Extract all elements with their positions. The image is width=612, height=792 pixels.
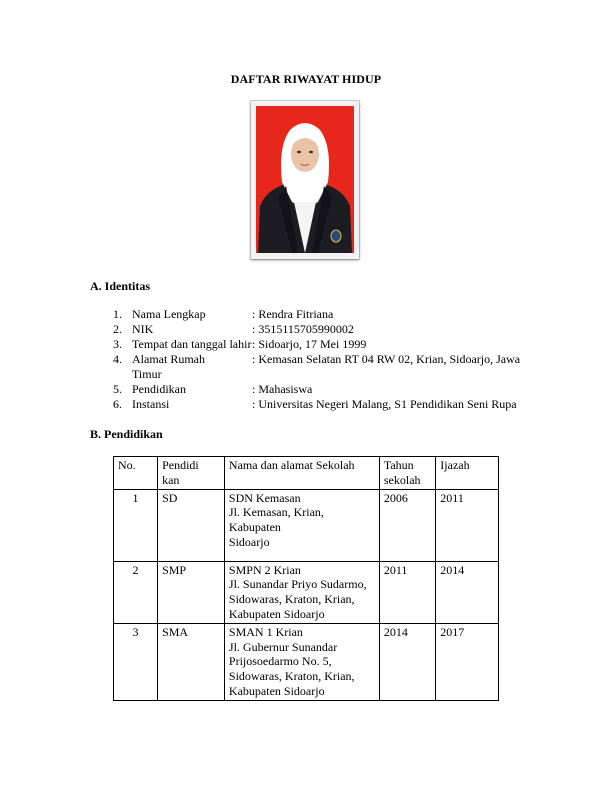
identitas-row — [102, 337, 542, 352]
cell-tahun: 2014 — [379, 623, 435, 700]
cell-ijazah: 2014 — [436, 561, 499, 623]
cell-ijazah: 2017 — [436, 623, 499, 700]
identitas-row — [102, 307, 542, 322]
item-number: 2. — [113, 322, 122, 336]
cell-ijazah: 2011 — [436, 489, 499, 561]
identitas-list — [102, 307, 542, 412]
item-value: : Sidoarjo, 17 Mei 1999 — [252, 337, 367, 351]
item-number: 6. — [113, 397, 122, 411]
header-ijazah: Ijazah — [436, 457, 499, 490]
item-value: : Universitas Negeri Malang, S1 Pendidikan Seni Rupa — [252, 397, 517, 411]
cell-nama-alamat: SDN Kemasan Jl. Kemasan, Krian, Kabupaten Sidoarjo — [224, 489, 379, 561]
table-row — [114, 623, 499, 700]
identitas-row-continuation — [102, 367, 542, 382]
document-title: DAFTAR RIWAYAT HIDUP — [230, 72, 382, 86]
item-value-continuation: Timur — [132, 367, 162, 381]
table-row — [114, 561, 499, 623]
item-number: 1. — [113, 307, 122, 321]
cell-no: 1 — [114, 489, 158, 561]
cell-nama-alamat: SMAN 1 Krian Jl. Gubernur Sunandar Prijosoedarmo No. 5, Sidowaras, Kraton, Krian, Kabupaten Sidoarjo — [224, 623, 379, 700]
header-nama-sekolah: Nama dan alamat Sekolah — [224, 457, 379, 490]
cell-tahun: 2006 — [379, 489, 435, 561]
identitas-row — [102, 397, 542, 412]
section-pendidikan-heading: B. Pendidikan — [90, 427, 163, 441]
item-value: : Rendra Fitriana — [252, 307, 334, 321]
cell-no: 2 — [114, 561, 158, 623]
profile-photo-frame — [251, 101, 359, 259]
profile-photo — [256, 106, 354, 253]
header-jenjang: Pendidi kan — [158, 457, 225, 490]
cell-jenjang: SD — [158, 489, 225, 561]
table-header-row — [114, 457, 499, 490]
item-label: Instansi — [132, 397, 170, 411]
cell-nama-alamat: SMPN 2 Krian Jl. Sunandar Priyo Sudarmo, Sidowaras, Kraton, Krian, Kabupaten Sidoarjo — [224, 561, 379, 623]
item-number: 4. — [113, 352, 122, 366]
item-value: : Mahasiswa — [252, 382, 313, 396]
header-tahun-sekolah: Tahun sekolah — [379, 457, 435, 490]
item-value: : Kemasan Selatan RT 04 RW 02, Krian, Sidoarjo, Jawa — [252, 352, 521, 366]
item-value: : 3515115705990002 — [252, 322, 354, 336]
table-row — [114, 489, 499, 561]
identitas-row — [102, 352, 542, 367]
cell-jenjang: SMA — [158, 623, 225, 700]
item-label: Tempat dan tanggal lahir — [132, 337, 252, 351]
item-label: Alamat Rumah — [132, 352, 205, 366]
item-label: NIK — [132, 322, 154, 336]
cell-tahun: 2011 — [379, 561, 435, 623]
section-identitas-heading: A. Identitas — [90, 279, 151, 293]
item-number: 5. — [113, 382, 122, 396]
identitas-row — [102, 322, 542, 337]
header-no: No. — [114, 457, 158, 490]
item-label: Pendidikan — [132, 382, 186, 396]
item-label: Nama Lengkap — [132, 307, 206, 321]
cell-jenjang: SMP — [158, 561, 225, 623]
identitas-row — [102, 382, 542, 397]
cell-no: 3 — [114, 623, 158, 700]
education-table — [113, 456, 499, 701]
item-number: 3. — [113, 337, 122, 351]
